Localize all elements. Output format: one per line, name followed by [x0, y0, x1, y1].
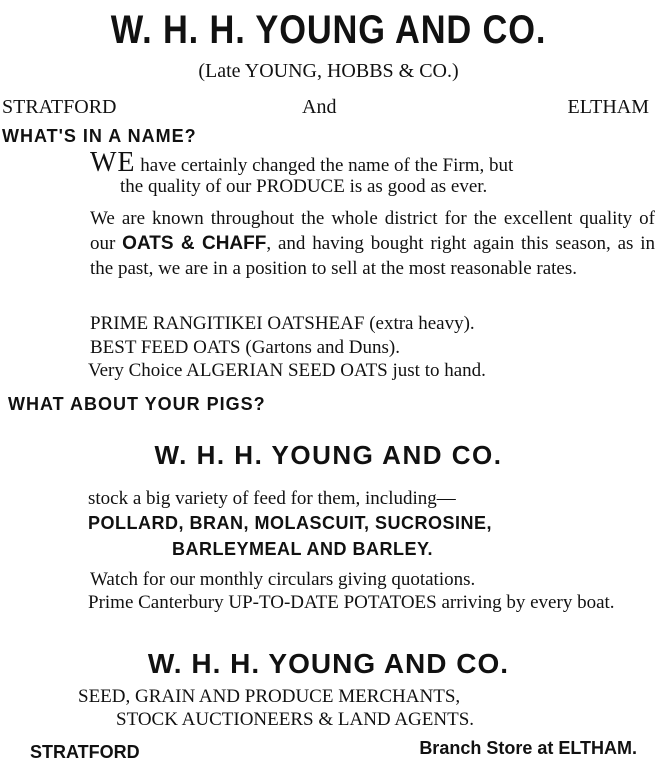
- branch-store-eltham: Branch Store at ELTHAM.: [419, 738, 637, 758]
- firm-name-masthead: W. H. H. YOUNG AND CO.: [110, 8, 547, 52]
- product-item-oatsheaf: PRIME RANGITIKEI OATSHEAF (extra heavy).: [90, 313, 475, 334]
- paragraph-name-change-line1: have certainly changed the name of the Firm, but: [135, 155, 514, 176]
- location-eltham: ELTHAM: [567, 96, 649, 118]
- paragraph-name-change: [90, 147, 655, 199]
- paragraph-oats-chaff: [90, 206, 655, 281]
- pig-feeds-list-line1: POLLARD, BRAN, MOLASCUIT, SUCROSINE,: [88, 513, 493, 533]
- location-stratford: STRATFORD: [2, 96, 117, 118]
- pig-feeds-list-line2: BARLEYMEAL AND BARLEY.: [172, 539, 434, 559]
- firm-name-footer: W. H. H. YOUNG AND CO.: [147, 648, 510, 679]
- pig-feed-intro: stock a big variety of feed for them, including—: [88, 488, 456, 509]
- drop-cap: WE: [90, 147, 136, 178]
- auctioneers-line: STOCK AUCTIONEERS & LAND AGENTS.: [116, 709, 475, 730]
- footer-location-stratford: STRATFORD: [30, 742, 140, 762]
- merchants-line: SEED, GRAIN AND PRODUCE MERCHANTS,: [78, 686, 461, 707]
- location-and: And: [302, 96, 337, 118]
- circulars-notice: Watch for our monthly circulars giving quotations.: [90, 569, 476, 590]
- potatoes-notice: Prime Canterbury UP-TO-DATE POTATOES arriving by every boat.: [88, 592, 615, 613]
- heading-whats-in-a-name: WHAT'S IN A NAME?: [2, 126, 197, 146]
- paragraph-oats-chaff-text-a: We are known throughout the whole district for the excellent quality of our: [90, 208, 655, 254]
- product-item-seed-oats: Very Choice ALGERIAN SEED OATS just to hand.: [88, 360, 486, 381]
- product-item-feed-oats: BEST FEED OATS (Gartons and Duns).: [90, 337, 400, 358]
- paragraph-name-change-line2: the quality of our PRODUCE is as good as ever.: [120, 176, 488, 197]
- paragraph-oats-chaff-text-b: , and having bought right again this season, as in the past, we are in a position to sell at the most reasonable rates.: [90, 233, 656, 279]
- former-firm-name: (Late YOUNG, HOBBS & CO.): [198, 60, 459, 82]
- oats-chaff-emphasis: OATS & CHAFF: [122, 233, 267, 254]
- heading-what-about-your-pigs: WHAT ABOUT YOUR PIGS?: [8, 394, 266, 414]
- firm-name-middle: W. H. H. YOUNG AND CO.: [154, 440, 503, 470]
